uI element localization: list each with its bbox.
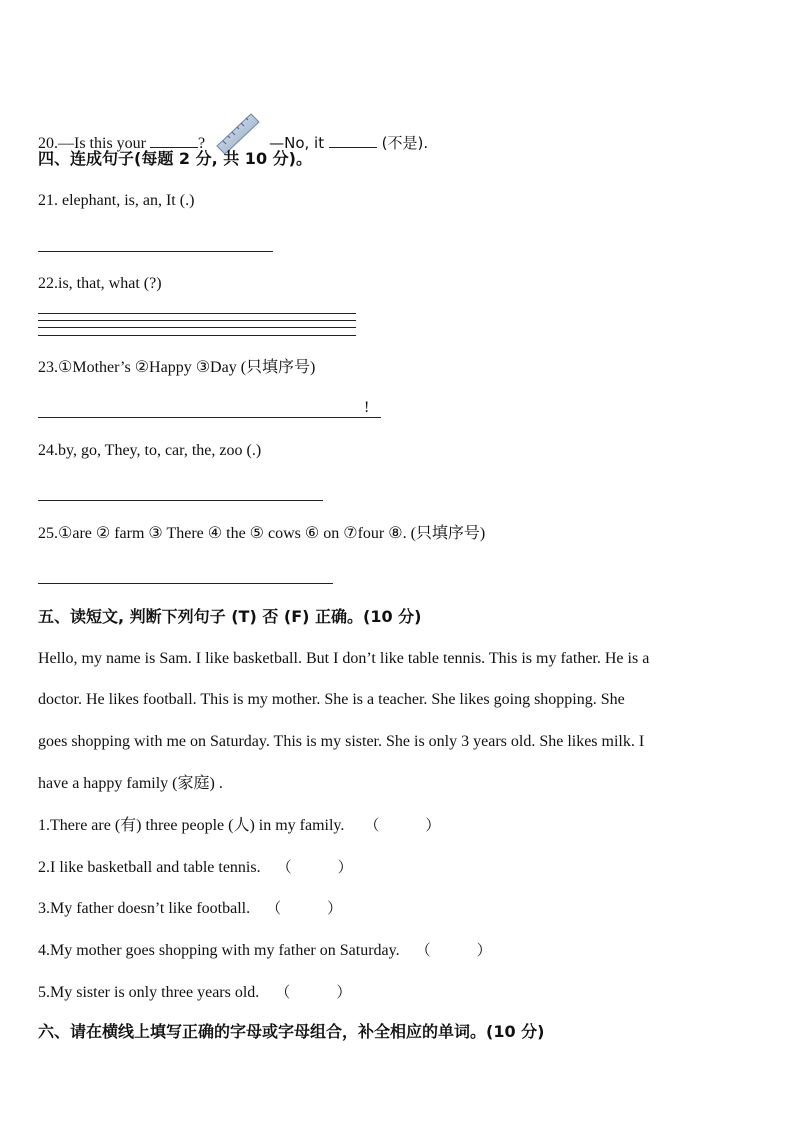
answer-paren-open: （	[276, 858, 292, 876]
section-5-heading: 五、读短文, 判断下列句子 (T) 否 (F) 正确。(10 分)	[38, 607, 422, 626]
answer-paren-open: （	[275, 983, 291, 1001]
statement-5	[38, 982, 351, 1003]
passage-line-3: goes shopping with me on Saturday. This is my sister. She is only 3 years old. She likes milk. I	[38, 733, 645, 750]
statement-1	[38, 815, 440, 836]
q25-answer-line[interactable]	[38, 583, 333, 584]
q20-hint: (不是).	[376, 134, 429, 152]
statement-3	[38, 898, 342, 919]
question-24: 24.by, go, They, to, car, the, zoo (.)	[38, 442, 262, 459]
answer-paren-close: ）	[336, 983, 352, 1001]
statement-text: 5.My sister is only three years old.	[38, 984, 260, 1001]
section-6-heading: 六、请在横线上填写正确的字母或字母组合，补全相应的单词。(10 分)	[38, 1022, 545, 1041]
answer-paren-open: （	[364, 816, 380, 834]
answer-paren-close: ）	[337, 858, 353, 876]
passage-line-1: Hello, my name is Sam. I like basketball. But I don’t like table tennis. This is my father. He is a	[38, 650, 650, 667]
q24-answer-line[interactable]	[38, 500, 323, 501]
q22-answer-line-3[interactable]	[38, 327, 356, 328]
answer-paren-open: （	[415, 941, 431, 959]
question-22: 22.is, that, what (?)	[38, 275, 162, 292]
answer-paren-open: （	[266, 899, 282, 917]
answer-paren-close: ）	[327, 899, 343, 917]
q22-answer-line-1[interactable]	[38, 313, 356, 314]
section-4-heading: 四、连成句子(每题 2 分, 共 10 分)。	[38, 149, 312, 168]
q20-blank-1[interactable]	[150, 133, 198, 148]
question-25: 25.①are ② farm ③ There ④ the ⑤ cows ⑥ on ⑦four ⑧. (只填序号)	[38, 525, 486, 542]
q20-qmark: ?	[198, 135, 206, 152]
question-23: 23.①Mother’s ②Happy ③Day (只填序号)	[38, 359, 316, 376]
statement-4	[38, 940, 492, 961]
statement-text: 2.I like basketball and table tennis.	[38, 859, 261, 876]
q20-part1: —Is this your	[58, 135, 150, 152]
q20-part2: —No, it	[269, 134, 329, 152]
question-21: 21. elephant, is, an, It (.)	[38, 192, 195, 209]
statement-text: 3.My father doesn’t like football.	[38, 900, 251, 917]
statement-text: 4.My mother goes shopping with my father on Saturday.	[38, 942, 400, 959]
q23-answer-line[interactable]	[38, 417, 381, 418]
q22-answer-line-2[interactable]	[38, 320, 356, 321]
passage-line-4: have a happy family (家庭) .	[38, 775, 223, 792]
q22-answer-line-4[interactable]	[38, 335, 356, 336]
q20-blank-2[interactable]	[329, 133, 377, 148]
statement-2	[38, 857, 353, 878]
q23-answer-end: !	[364, 399, 370, 416]
q21-answer-line[interactable]	[38, 251, 273, 252]
statement-text: 1.There are (有) three people (人) in my family.	[38, 817, 345, 834]
answer-paren-close: ）	[476, 941, 492, 959]
passage-line-2: doctor. He likes football. This is my mother. She is a teacher. She likes going shopping. She	[38, 691, 625, 708]
answer-paren-close: ）	[425, 816, 441, 834]
q20-number: 20.	[38, 135, 58, 152]
